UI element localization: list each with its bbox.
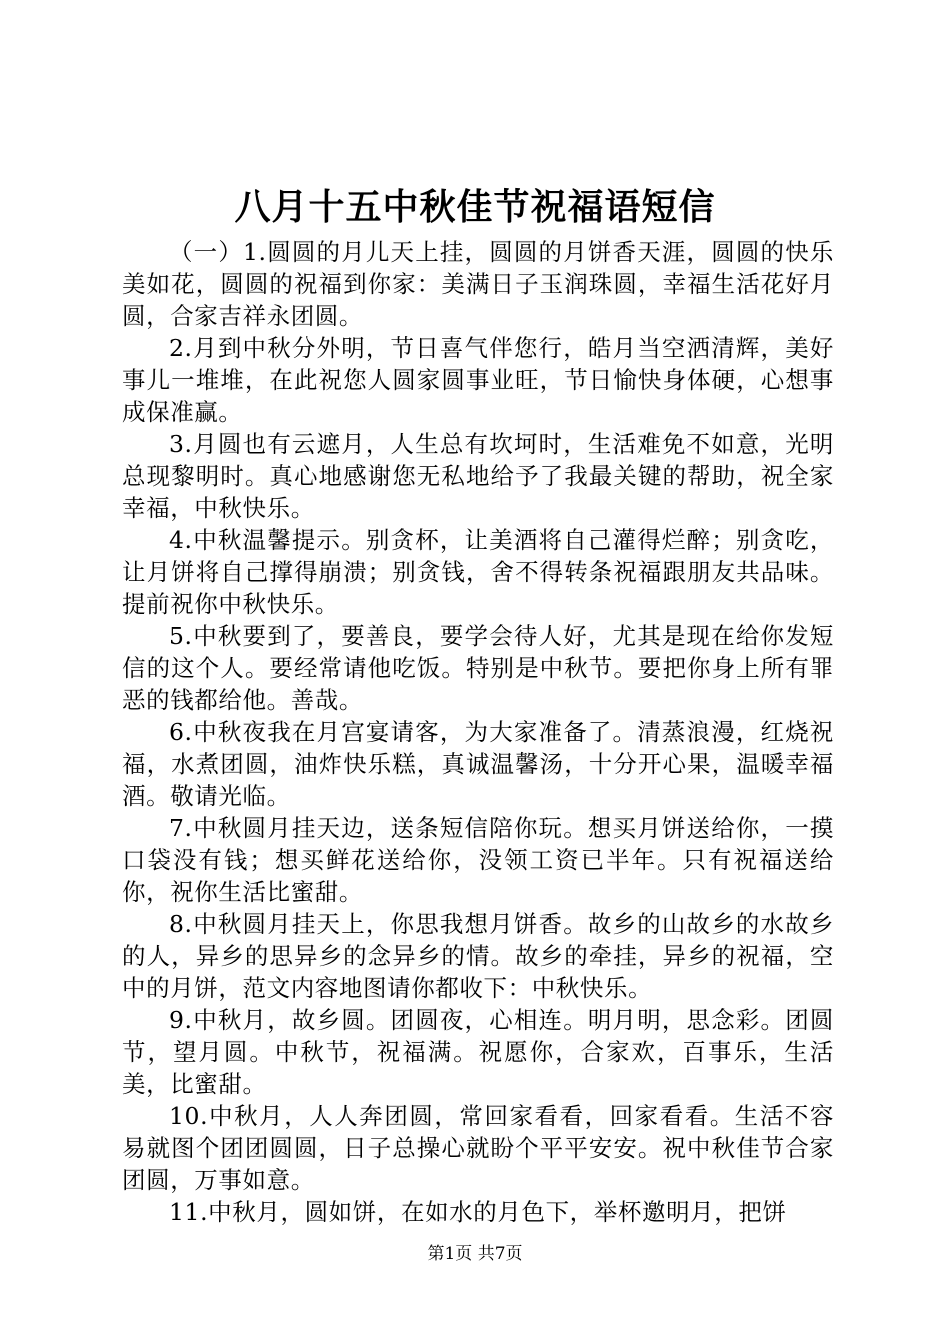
page-footer: 第1页 共7页 (427, 1244, 523, 1264)
paragraph-7: 7.中秋圆月挂天边，送条短信陪你玩。想买月饼送给你，一摸口袋没有钱；想买鲜花送给你，没领工资已半年。只有祝福送给你，祝你生活比蜜甜。 (122, 814, 834, 906)
paragraph-10: 10.中秋月，人人奔团圆，常回家看看，回家看看。生活不容易就图个团团圆圆，日子总操心就盼个平平安安。祝中秋佳节合家团圆，万事如意。 (122, 1102, 834, 1194)
paragraph-8: 8.中秋圆月挂天上，你思我想月饼香。故乡的山故乡的水故乡的人，异乡的思异乡的念异乡的情。故乡的牵挂，异乡的祝福，空中的月饼，范文内容地图请你都收下：中秋快乐。 (122, 910, 834, 1002)
paragraph-5: 5.中秋要到了，要善良，要学会待人好，尤其是现在给你发短信的这个人。要经常请他吃饭。特别是中秋节。要把你身上所有罪恶的钱都给他。善哉。 (122, 622, 834, 714)
document-title: 八月十五中秋佳节祝福语短信 (234, 186, 716, 228)
document-body (122, 236, 834, 1228)
paragraph-2: 2.月到中秋分外明，节日喜气伴您行，皓月当空洒清辉，美好事儿一堆堆，在此祝您人圆家圆事业旺，节日愉快身体硬，心想事成保准赢。 (122, 334, 834, 426)
paragraph-6: 6.中秋夜我在月宫宴请客，为大家准备了。清蒸浪漫，红烧祝福，水煮团圆，油炸快乐糕，真诚温馨汤，十分开心果，温暖幸福酒。敬请光临。 (122, 718, 834, 810)
paragraph-1: （一）1.圆圆的月儿天上挂，圆圆的月饼香天涯，圆圆的快乐美如花，圆圆的祝福到你家：美满日子玉润珠圆，幸福生活花好月圆，合家吉祥永团圆。 (122, 238, 834, 330)
paragraph-9: 9.中秋月，故乡圆。团圆夜，心相连。明月明，思念彩。团圆节，望月圆。中秋节，祝福满。祝愿你，合家欢，百事乐，生活美，比蜜甜。 (122, 1006, 834, 1098)
paragraph-3: 3.月圆也有云遮月，人生总有坎坷时，生活难免不如意，光明总现黎明时。真心地感谢您无私地给予了我最关键的帮助，祝全家幸福，中秋快乐。 (122, 430, 834, 522)
paragraph-4: 4.中秋温馨提示。别贪杯，让美酒将自己灌得烂醉；别贪吃，让月饼将自己撑得崩溃；别贪钱，舍不得转条祝福跟朋友共品味。提前祝你中秋快乐。 (122, 526, 834, 618)
paragraph-11: 11.中秋月，圆如饼，在如水的月色下，举杯邀明月，把饼 (169, 1198, 787, 1226)
